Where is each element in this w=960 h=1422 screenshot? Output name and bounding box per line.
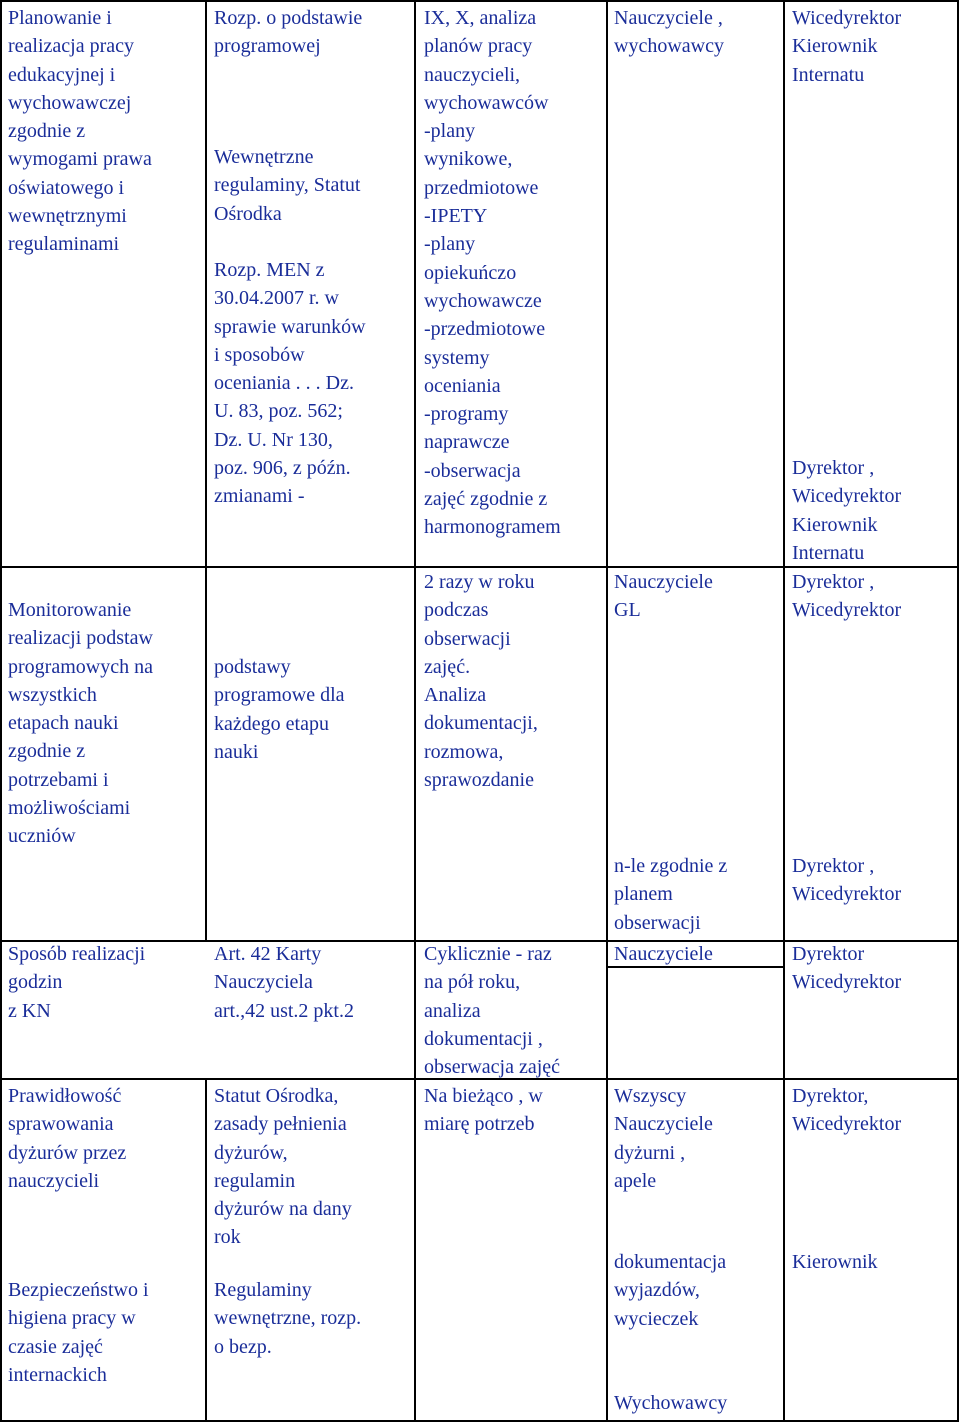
responsible-cell: Wicedyrektor Kierownik Internatu — [792, 7, 902, 86]
who-cell: Wychowawcy — [614, 1392, 728, 1414]
basis-cell: Rozp. o podstawie programowej — [214, 7, 363, 58]
who-cell: dokumentacja wyjazdów, wycieczek — [614, 1251, 727, 1330]
who-cell: Nauczyciele , wychowawcy — [614, 7, 724, 58]
method-cell: Cyklicznie - raz na pół roku, analiza dokumentacji , obserwacja zajęć — [424, 943, 561, 1079]
responsible-cell: Dyrektor , Wicedyrektor — [792, 855, 902, 906]
responsible-cell: Dyrektor, Wicedyrektor — [792, 1085, 902, 1136]
who-cell: Nauczyciele — [614, 943, 713, 965]
responsible-cell: Dyrektor , Wicedyrektor Kierownik Internatu — [792, 457, 902, 564]
basis-cell: Art. 42 Karty Nauczyciela art.,42 ust.2 pkt.2 — [214, 943, 354, 1022]
area-cell: Bezpieczeństwo i higiena pracy w czasie zajęć internackich — [8, 1279, 149, 1386]
responsible-cell: Dyrektor Wicedyrektor — [792, 943, 902, 994]
col-border — [205, 1078, 207, 1422]
basis-cell: Statut Ośrodka, zasady pełnienia dyżurów, regulamin dyżurów na dany rok — [214, 1085, 352, 1249]
area-cell: Planowanie i realizacja pracy edukacyjnej i wychowawczej zgodnie z wymogami prawa oświatowego i wewnętrznymi regulaminami — [8, 7, 152, 256]
responsible-cell: Dyrektor , Wicedyrektor — [792, 571, 902, 622]
responsible-cell: Kierownik — [792, 1251, 878, 1273]
basis-cell: Regulaminy wewnętrzne, rozp. o bezp. — [214, 1279, 362, 1358]
basis-cell: Rozp. MEN z 30.04.2007 r. w sprawie warunków i sposobów oceniania . . . Dz. U. 83, poz. 562; Dz. U. Nr 130, poz. 906, z późn. zmianami - — [214, 259, 366, 508]
who-cell: Wszyscy Nauczyciele dyżurni , apele — [614, 1085, 713, 1192]
col-border — [957, 0, 959, 1422]
col-border — [414, 0, 416, 1422]
col-border — [606, 0, 608, 1422]
area-cell: Sposób realizacji godzin z KN — [8, 943, 146, 1022]
row-border — [0, 0, 959, 2]
area-cell: Prawidłowość sprawowania dyżurów przez nauczycieli — [8, 1085, 127, 1192]
who-cell: n-le zgodnie z planem obserwacji — [614, 855, 728, 934]
area-cell: Monitorowanie realizacji podstaw programowych na wszystkich etapach nauki zgodnie z potrzebami i możliwościami uczniów — [8, 599, 153, 848]
who-cell: Nauczyciele GL — [614, 571, 713, 622]
method-cell: IX, X, analiza planów pracy nauczycieli, wychowawców -plany wynikowe, przedmiotowe -IPETY -plany opiekuńczo wychowawcze -przedmiotowe systemy oceniania -programy naprawcze -obserwacja zajęć zgodnie z harmonogramem — [424, 7, 561, 539]
basis-cell: podstawy programowe dla każdego etapu nauki — [214, 656, 345, 763]
col-border — [205, 0, 207, 942]
basis-cell: Wewnętrzne regulaminy, Statut Ośrodka — [214, 146, 361, 225]
col-border — [783, 0, 785, 1422]
col-border — [0, 0, 2, 1422]
method-cell: Na bieżąco , w miarę potrzeb — [424, 1085, 543, 1136]
method-cell: 2 razy w roku podczas obserwacji zajęć. Analiza dokumentacji, rozmowa, sprawozdanie — [424, 571, 538, 792]
